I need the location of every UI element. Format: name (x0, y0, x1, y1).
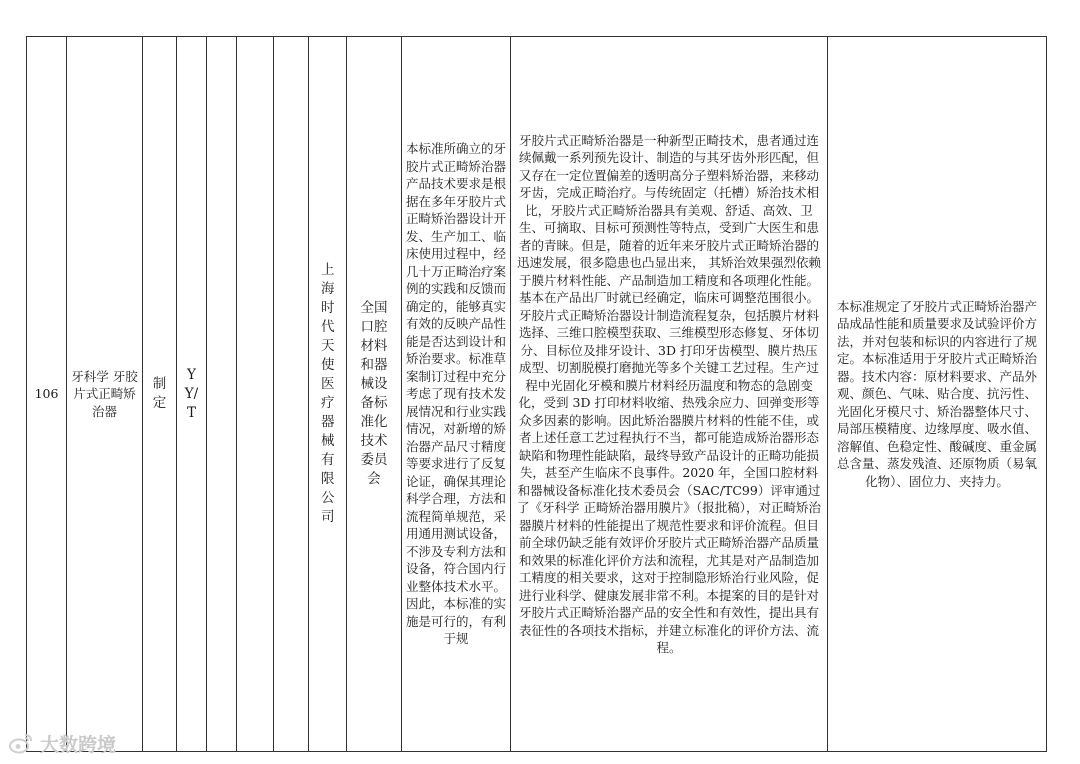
main-content: 本标准规定了牙胶片式正畸矫治器产品成品性能和质量要求及试验评价方法，并对包装和标识的内容进行了规定。本标准适用于牙胶片式正畸矫治器。技术内容：原材料要求、产品外观、颜色、气味、贴合度、抗污性、光固化牙模尺寸、矫治器整体尺寸、局部压模精度、边缘厚度、吸水值、溶解值、色稳定性、酸碱度、重金属总含量、蒸发残渣、还原物质（易氧化物）、固位力、夹持力。 (828, 37, 1047, 752)
watermark-text: 大数跨境 (40, 733, 117, 756)
standard-type: 制定 (143, 37, 177, 752)
empty-cell (207, 37, 237, 752)
standards-table (26, 36, 1047, 752)
standard-name: 牙科学 牙胶片式正畸矫治器 (67, 37, 143, 752)
watermark (8, 730, 148, 756)
empty-cell (237, 37, 274, 752)
row-number: 106 (27, 37, 67, 752)
standard-category: YY/T (177, 37, 207, 752)
table-row (27, 37, 1047, 752)
empty-cell (274, 37, 309, 752)
background-purpose: 牙胶片式正畸矫治器是一种新型正畸技术，患者通过连续佩戴一系列预先设计、制造的与其牙齿外形匹配，但又存在一定位置偏差的透明高分子塑料矫治器，来移动牙齿，完成正畸治疗。与传统固定（托槽）矫治技术相比，牙胶片式正畸矫治器具有美观、舒适、高效、卫生、可摘取、目标可预测性等特点，受到广大医生和患者的青睐。但是，随着的近年来牙胶片式正畸矫治器的迅速发展，很多隐患也凸显出来， 其矫治效果强烈依赖于膜片材料性能、产品制造加工精度和各项理化性能。基本在产品出厂时就已经确定，临床可调整范围很小。牙胶片式正畸矫治器设计制造流程复杂，包括膜片材料选择、三维口腔模型获取、三维模型形态修复、牙体切分、目标位及排牙设计、3D 打印牙齿模型、膜片热压成型、切割脱模打磨抛光等多个关键工艺过程。生产过程中光固化牙模和膜片材料经历温度和物态的急剧变化，受到 3D 打印材料收缩、热残余应力、回弹变形等众多因素的影响。因此矫治器膜片材料的性能不佳，或者上述任意工艺过程执行不当，都可能造成矫治器形态缺陷和物理性能缺陷，最终导致产品设计的正畸功能损失，甚至产生临床不良事件。2020 年，全国口腔材料和器械设备标准化技术委员会（SAC/TC99）评审通过了《牙科学 正畸矫治器用膜片》（报批稿），对正畸矫治器膜片材料的性能提出了规范性要求和评价流程。但目前全球仍缺乏能有效评价牙胶片式正畸矫治器产品质量和效果的标准化评价方法和流程，尤其是对产品制造加工精度的相关要求，这对于控制隐形矫治行业风险，促进行业科学、健康发展非常不利。本提案的目的是针对牙胶片式正畸矫治器产品的安全性和有效性，提出具有表征性的各项技术指标，并建立标准化的评价方法、流程。 (511, 37, 828, 752)
scope-feasibility: 本标准所确立的牙胶片式正畸矫治器产品技术要求是根据在多年牙胶片式正畸矫治器设计开发、生产加工、临床使用过程中，经几十万正畸治疗案例的实践和反馈而确定的，能够真实有效的反映产品性能是否达到设计和矫治要求。标准草案制订过程中充分考虑了现有技术发展情况和行业实践情况，对新增的矫治器产品尺寸精度等要求进行了反复论证，确保其理论科学合理，方法和流程简单规范，采用通用测试设备， 不涉及专利方法和设备，符合国内行业整体技术水平。因此，本标准的实施是可行的，有利于规 (402, 37, 511, 752)
weibo-logo-icon (8, 732, 34, 754)
drafting-unit: 上海时代天使医疗器械有限公司 (309, 37, 347, 752)
technical-committee: 全国口腔材料和器械设备标准化技术委员会 (347, 37, 402, 752)
